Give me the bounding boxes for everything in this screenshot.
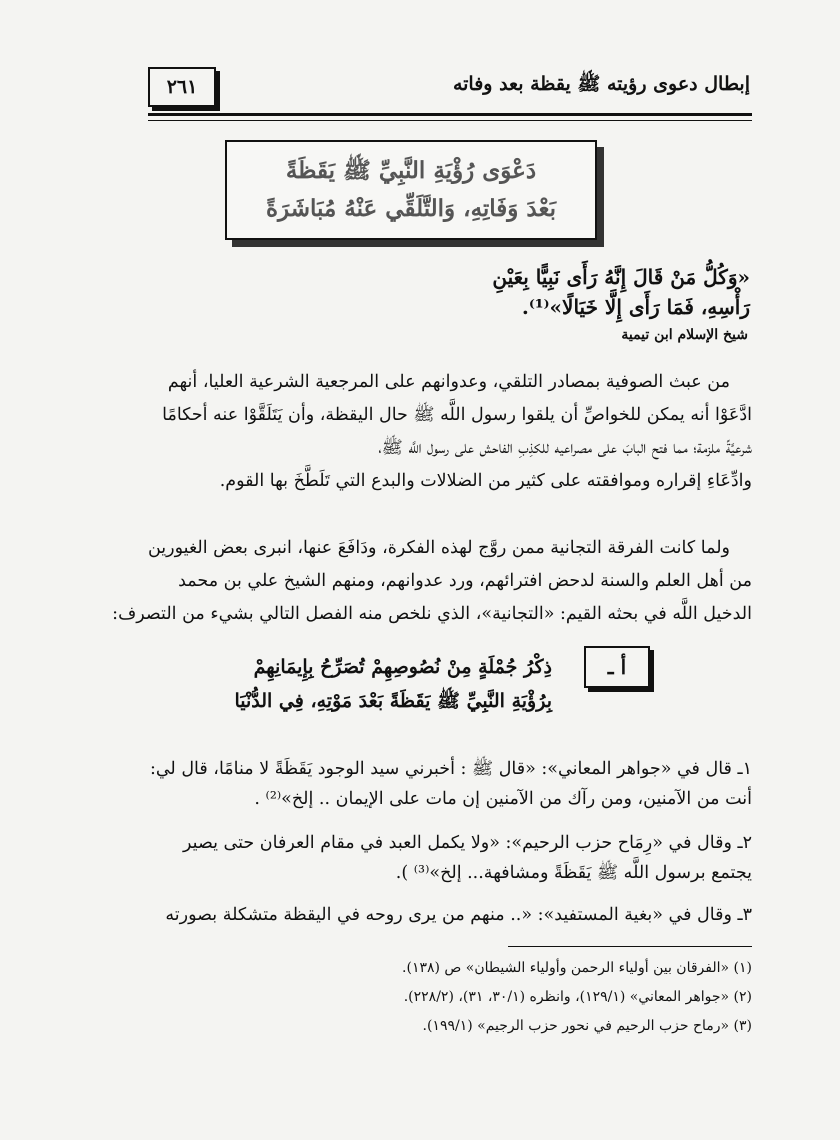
paragraph-1-line: ادَّعَوْا أنه يمكن للخواصِّ أن يلقوا رسول اللَّه ﷺ حال اليقظة، وأن يَتَلَقَّوْا عنه أحكامًا [162, 405, 752, 425]
item-1-line: ١ـ قال في «جواهر المعاني»: «قال ﷺ : أخبرني سيد الوجود يَقَظَةً لا منامًا، قال لي: [149, 759, 752, 779]
item-2-line: ٢ـ وقال في «رِمَاح حزب الرحيم»: «ولا يكمل العبد في مقام العرفان حتى يصير [183, 833, 752, 853]
item-1-line: أنت من الآمنين، ومن رآك من الآمنين إن مات على الإيمان .. إلخ»⁽²⁾ . [254, 789, 752, 809]
footnote-1: (١) «الفرقان بين أولياء الرحمن وأولياء الشيطان» ص (١٣٨). [402, 960, 752, 976]
item-3-line: ٣ـ وقال في «بغية المستفيد»: «.. منهم من يرى روحه في اليقظة متشكلة بصورته [165, 905, 752, 925]
paragraph-2-line: الدخيل اللَّه في بحثه القيم: «التجانية»، الذي نلخص منه الفصل التالي بشيء من التصرف: [112, 604, 752, 624]
page-number: ٢٦١ [166, 76, 198, 98]
paragraph-2-line: من أهل العلم والسنة لدحض افترائهم، ورد عدوانهم، ومنهم الشيخ علي بن محمد [178, 571, 752, 591]
body-paragraph-2 [112, 532, 752, 631]
numbered-item-1 [148, 754, 752, 814]
paragraph-1-line: شرعيَّةً ملزمة؛ مما فتح البابَ على مصراعيه للكذِبِ الفاحش على رسول اللَّه ﷺ، [378, 438, 752, 458]
epigraph-quote [150, 262, 750, 322]
chapter-title-line-2: بَعْدَ وَفَاتِهِ، وَالتَّلَقِّي عَنْهُ مُبَاشَرَةً [265, 195, 556, 222]
item-2-line: يجتمع برسول اللَّه ﷺ يَقَظَةً ومشافهة... إلخ»⁽³⁾ ). [395, 863, 752, 883]
page-number-box [148, 67, 216, 107]
paragraph-1-line: وادِّعَاءِ إقراره وموافقته على كثير من الضلالات والبدع التي تَلَطَّخَ بها القوم. [219, 471, 752, 491]
body-paragraph-1 [148, 366, 752, 498]
section-heading-line-2: بِرُؤْيَةِ النَّبِيِّ ﷺ يَقَظَةً بَعْدَ مَوْتِهِ، فِي الدُّنْيَا [234, 690, 552, 712]
paragraph-2-line: ولما كانت الفرقة التجانية ممن روَّج لهذه الفكرة، ودَافَعَ عنها، انبرى بعض الغيورين [147, 538, 730, 558]
section-label-box [584, 646, 650, 688]
header-rule-thick [148, 113, 752, 116]
chapter-title-box [225, 140, 597, 240]
epigraph-line-1: «وَكُلُّ مَنْ قَالَ إِنَّهُ رَأَى نَبِيًّا بِعَيْنِ [492, 265, 750, 289]
footnote-3: (٣) «رماح حزب الرحيم في نحور حزب الرجيم» (١٩٩/١). [422, 1018, 752, 1034]
epigraph-line-2: رَأْسِهِ، فَمَا رَأَى إِلَّا خَيَالًا»⁽¹⁾. [521, 295, 750, 319]
footnote-divider [508, 946, 752, 947]
footnote-2: (٢) «جواهر المعاني» (١٢٩/١)، وانظره (٣٠/١، ٣١)، (٢٢٨/٢). [403, 989, 752, 1005]
section-label: أ ـ [607, 655, 627, 679]
section-heading [148, 650, 552, 718]
section-heading-line-1: ذِكْرُ جُمْلَةٍ مِنْ نُصُوصِهِمْ تُصَرِّحُ بِإِيمَانِهِمْ [253, 656, 552, 678]
numbered-item-2 [148, 828, 752, 888]
footnotes [148, 954, 752, 1041]
numbered-item-3 [148, 900, 752, 930]
header-rule-thin [148, 120, 752, 121]
paragraph-1-line: من عبث الصوفية بمصادر التلقي، وعدوانهم على المرجعية الشرعية العليا، أنهم [167, 372, 730, 392]
chapter-title-line-1: دَعْوَى رُؤْيَةِ النَّبِيِّ ﷺ يَقَظَةً [285, 157, 537, 184]
epigraph-author: شيخ الإسلام ابن تيمية [621, 327, 748, 343]
running-title: إبطال دعوى رؤيته ﷺ يقظة بعد وفاته [452, 73, 750, 95]
